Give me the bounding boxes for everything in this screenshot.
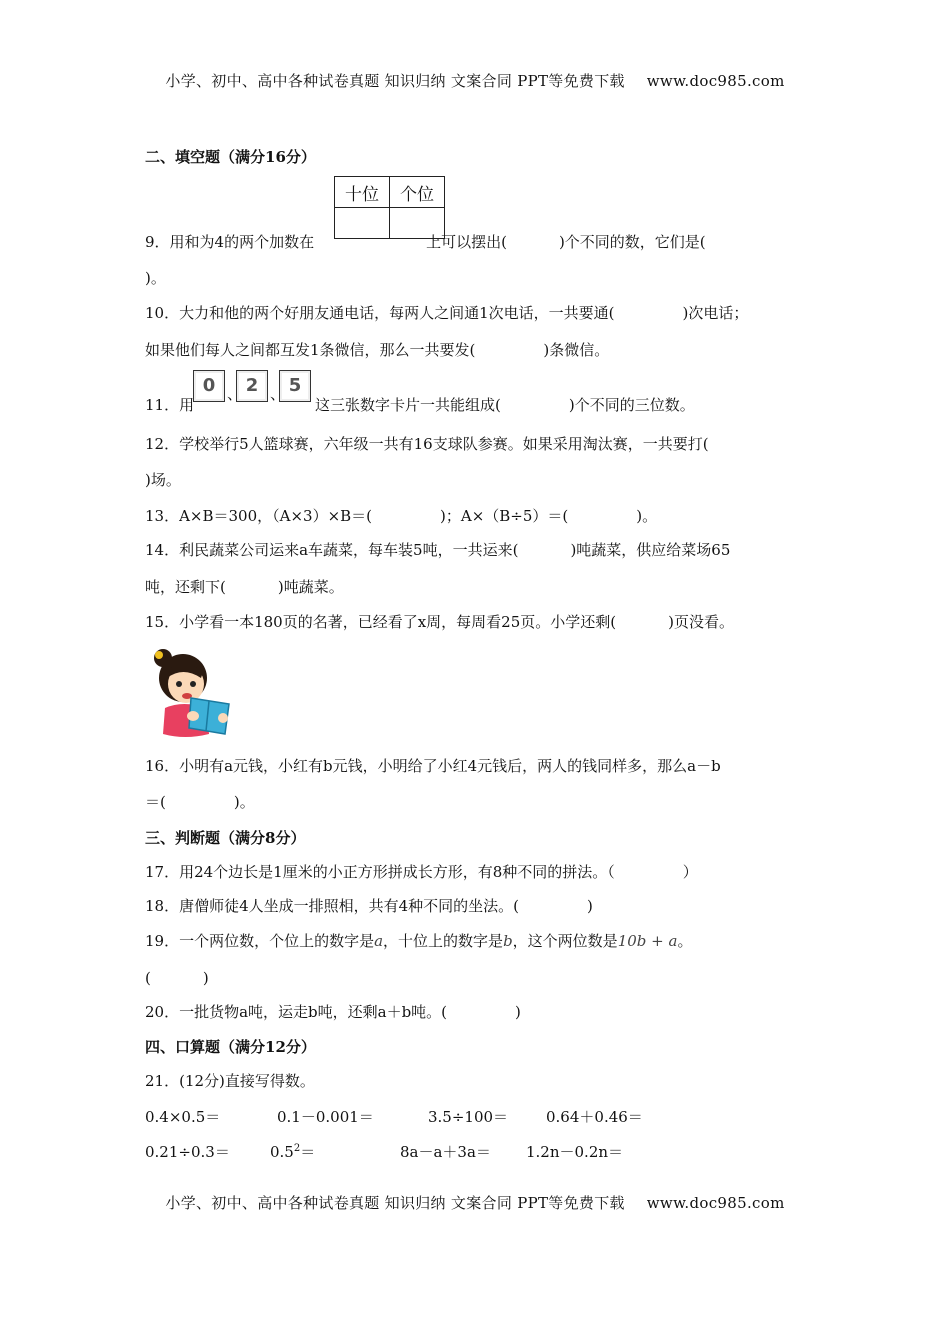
q18-text-b: ) (587, 897, 593, 915)
q17-text-b: ） (682, 863, 698, 881)
question-15 (145, 612, 734, 632)
calc-item-3: 3.5÷100＝ (428, 1108, 509, 1126)
q11-prefix: 11．用 (145, 396, 195, 414)
variable-a: a (374, 932, 384, 950)
question-11 (315, 395, 695, 415)
q19-text-c: ，这个两位数是 (512, 932, 618, 950)
q20-text-a: 20．一批货物a吨，运走b吨，还剩a＋b吨。( (145, 1003, 448, 1021)
q14-text-d: )吨蔬菜。 (277, 578, 344, 596)
q9-text-a: 9．用和为4的两个加数在 (145, 233, 315, 251)
q17-text-a: 17．用24个边长是1厘米的小正方形拼成长方形，有8种不同的拼法。（ (145, 863, 615, 881)
q11-text-c: )个不同的三位数。 (568, 396, 695, 414)
calc-item-6-base: 0.5 (270, 1143, 294, 1161)
question-10 (145, 303, 748, 323)
q16-text-c: )。 (233, 793, 255, 811)
calc-item-6-equals: ＝ (300, 1143, 316, 1161)
q16-text-b: ＝( (145, 793, 166, 811)
question-13 (145, 506, 657, 526)
question-14 (145, 540, 730, 560)
q15-text-a: 15．小学看一本180页的名著，已经看了x周，每周看25页。小学还剩( (145, 613, 617, 631)
q14-text-a: 14．利民蔬菜公司运来a车蔬菜，每车装5吨，一共运来( (145, 541, 519, 559)
question-19 (145, 931, 692, 951)
q19-text-f: ) (202, 969, 209, 987)
calc-item-8: 1.2n－0.2n＝ (526, 1143, 624, 1161)
calc-item-6 (270, 1141, 315, 1162)
variable-b: b (503, 932, 513, 950)
card-separator-1: 、 (227, 385, 243, 403)
section-title-fill-blank: 二、填空题（满分16分） (145, 148, 316, 166)
q13-text-c: )。 (636, 507, 658, 525)
tens-header: 十位 (335, 177, 390, 208)
q10-text-b: )次电话； (682, 304, 749, 322)
question-17 (145, 862, 698, 882)
ones-header: 个位 (390, 177, 445, 208)
footer-site: www.doc985.com (646, 1194, 785, 1212)
girl-reading-illustration (143, 642, 233, 740)
q10-text-c: 如果他们每人之间都互发1条微信，那么一共要发( (145, 341, 476, 359)
card-separator-2: 、 (270, 385, 286, 403)
question-20 (145, 1002, 521, 1022)
question-10-cont (145, 340, 609, 360)
digit-card-2: 2 (236, 370, 268, 402)
q10-text-a: 10．大力和他的两个好朋友通电话，每两人之间通1次电话，一共要通( (145, 304, 615, 322)
question-21-intro: 21．(12分)直接写得数。 (145, 1072, 315, 1090)
place-value-table (334, 176, 445, 239)
calc-item-7: 8a－a＋3a＝ (400, 1143, 491, 1161)
question-16-cont (145, 792, 255, 812)
question-12: 12．学校举行5人篮球赛，六年级一共有16支球队参赛。如果采用淘汰赛，一共要打( (145, 435, 709, 453)
q14-text-b: )吨蔬菜，供应给菜场65 (570, 541, 731, 559)
question-19-answer (145, 968, 209, 988)
two-digit-expression: 10b + a (617, 932, 678, 950)
footer-text: 小学、初中、高中各种试卷真题 知识归纳 文案合同 PPT等免费下载 (165, 1194, 625, 1212)
question-18 (145, 896, 593, 916)
question-16: 16．小明有a元钱，小红有b元钱，小明给了小红4元钱后，两人的钱同样多，那么a－b (145, 757, 721, 775)
calc-item-6-exponent: 2 (293, 1143, 301, 1154)
calc-item-1: 0.4×0.5＝ (145, 1108, 221, 1126)
digit-card-5: 5 (279, 370, 311, 402)
q19-text-e: ( (145, 969, 151, 987)
calc-item-2: 0.1－0.001＝ (277, 1108, 374, 1126)
q10-text-d: )条微信。 (543, 341, 610, 359)
calc-item-5: 0.21÷0.3＝ (145, 1143, 230, 1161)
q19-text-b: ，十位上的数字是 (383, 932, 504, 950)
section-title-mental-math: 四、口算题（满分12分） (145, 1038, 316, 1056)
q9-text-b: 上可以摆出( (426, 233, 507, 251)
q15-text-b: )页没看。 (668, 613, 734, 631)
q11-text-b: 这三张数字卡片一共能组成( (315, 396, 501, 414)
q14-text-c: 吨，还剩下( (145, 578, 226, 596)
digit-card-0: 0 (193, 370, 225, 402)
q19-text-d: 。 (677, 932, 693, 950)
page-header (0, 70, 950, 91)
q18-text-a: 18．唐僧师徒4人坐成一排照相，共有4种不同的坐法。( (145, 897, 520, 915)
section-title-judgement: 三、判断题（满分8分） (145, 829, 306, 847)
question-9 (145, 232, 706, 252)
q13-text-b: )；A×（B÷5）＝( (440, 507, 569, 525)
q9-text-c: )个不同的数，它们是( (558, 233, 706, 251)
header-text: 小学、初中、高中各种试卷真题 知识归纳 文案合同 PPT等免费下载 (165, 72, 625, 90)
page-footer (0, 1192, 950, 1213)
question-12-cont: )场。 (145, 471, 181, 489)
q13-text-a: 13．A×B＝300，（A×3）×B＝( (145, 507, 373, 525)
question-14-cont (145, 577, 344, 597)
q9-text-d: )。 (145, 269, 166, 287)
question-9-cont (145, 268, 166, 288)
header-site: www.doc985.com (646, 72, 785, 90)
q20-text-b: ) (515, 1003, 521, 1021)
q19-text-a: 19．一个两位数，个位上的数字是 (145, 932, 375, 950)
calc-item-4: 0.64＋0.46＝ (546, 1108, 643, 1126)
